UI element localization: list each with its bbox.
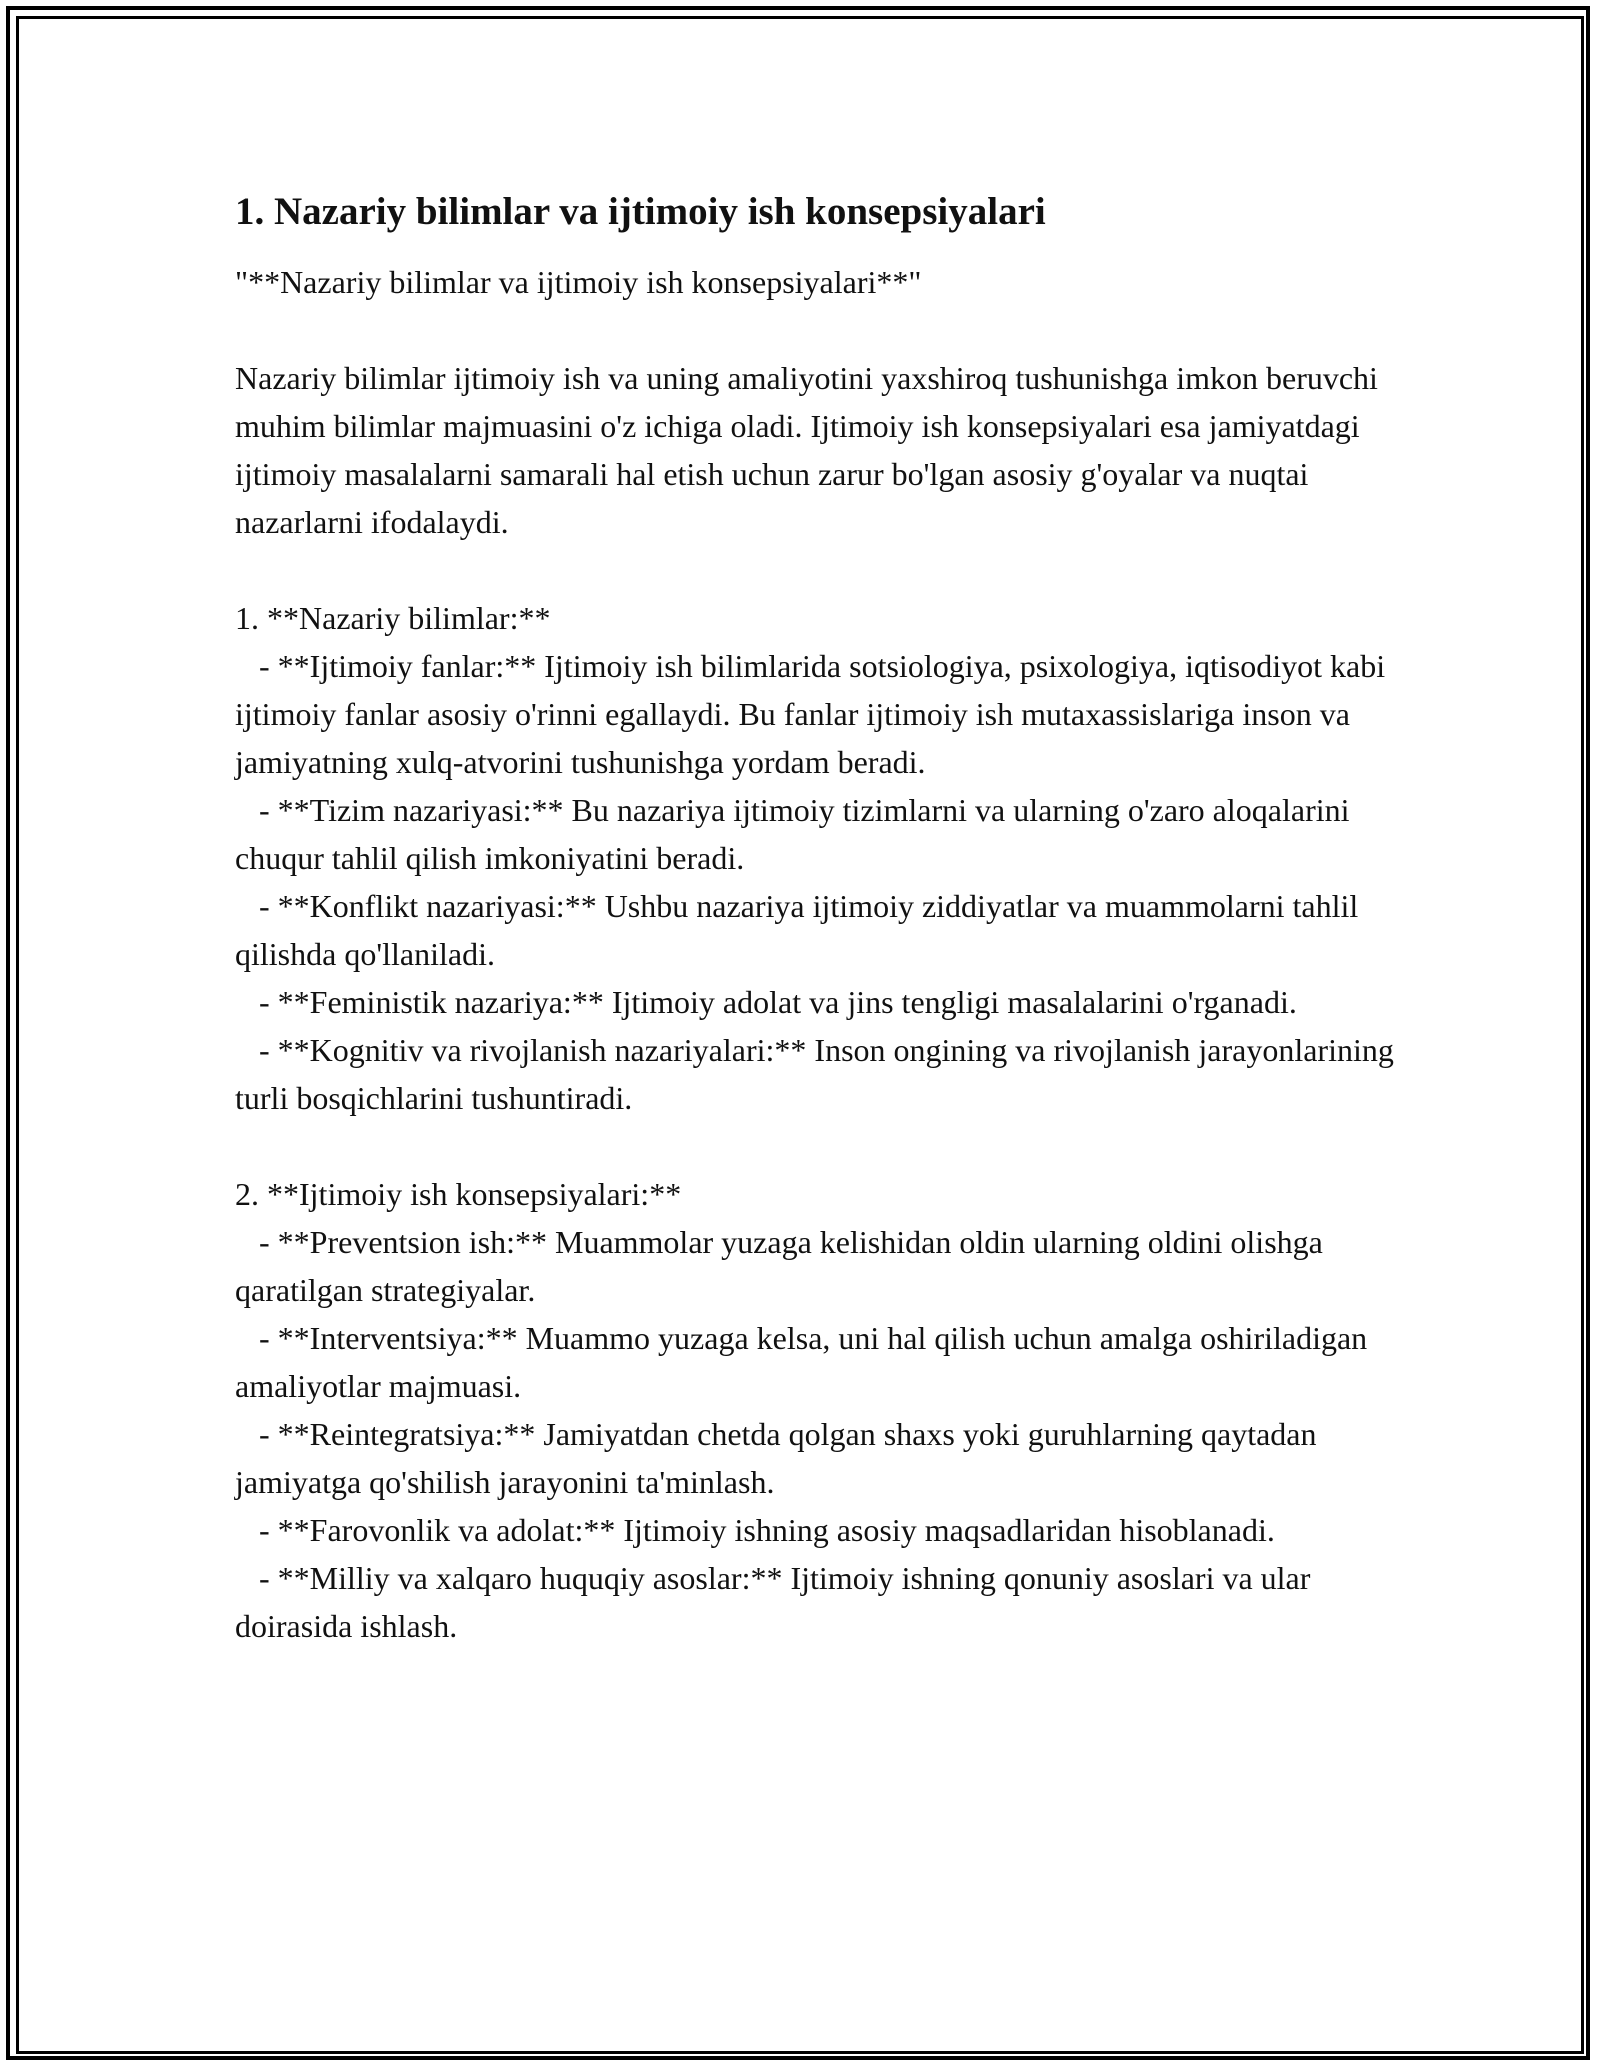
list-item-text: - **Ijtimoiy fanlar:** Ijtimoiy ish bilimlarida sotsiologiya, psixologiya, iqtisodiyot kabi ijtimoiy fanlar asosiy o'rinni egallaydi. Bu fanlar ijtimoiy ish mutaxassislariga inson va jamiyatning xulq-atvorini tushunishga yordam beradi. <box>235 648 1386 780</box>
list-item <box>235 1410 1395 1506</box>
intro-paragraph: Nazariy bilimlar ijtimoiy ish va uning amaliyotini yaxshiroq tushunishga imkon beruvchi muhim bilimlar majmuasini o'z ichiga oladi. Ijtimoiy ish konsepsiyalari esa jamiyatdagi ijtimoiy masalalarni samarali hal etish uchun zarur bo'lgan asosiy g'oyalar va nuqtai nazarlarni ifodalaydi. <box>235 360 1378 540</box>
list-item <box>235 1026 1395 1122</box>
section-social-work-concepts <box>235 1170 1395 1650</box>
list-item-text: - **Preventsion ish:** Muammolar yuzaga kelishidan oldin ularning oldini olishga qaratilgan strategiyalar. <box>235 1224 1323 1308</box>
list-item-text: - **Kognitiv va rivojlanish nazariyalari:** Inson ongining va rivojlanish jarayonlarining turli bosqichlarini tushuntiradi. <box>235 1032 1394 1116</box>
list-item-text: - **Milliy va xalqaro huquqiy asoslar:** Ijtimoiy ishning qonuniy asoslari va ular doirasida ishlash. <box>235 1560 1311 1644</box>
section-theoretical-knowledge <box>235 594 1395 1122</box>
list-item-text: - **Farovonlik va adolat:** Ijtimoiy ishning asosiy maqsadlaridan hisoblanadi. <box>259 1512 1275 1548</box>
document-heading: 1. Nazariy bilimlar va ijtimoiy ish konsepsiyalari <box>235 190 1046 233</box>
list-item <box>235 1554 1395 1650</box>
list-item <box>235 642 1395 786</box>
section-title: 2. **Ijtimoiy ish konsepsiyalari:** <box>235 1176 682 1212</box>
list-item <box>235 1218 1395 1314</box>
list-item <box>235 882 1395 978</box>
document-subtitle: "**Nazariy bilimlar va ijtimoiy ish konsepsiyalari**" <box>235 264 922 300</box>
section-title: 1. **Nazariy bilimlar:** <box>235 600 551 636</box>
list-item-text: - **Reintegratsiya:** Jamiyatdan chetda qolgan shaxs yoki guruhlarning qaytadan jamiyatga qo'shilish jarayonini ta'minlash. <box>235 1416 1317 1500</box>
list-item <box>235 978 1395 1026</box>
list-item-text: - **Interventsiya:** Muammo yuzaga kelsa, uni hal qilish uchun amalga oshiriladigan amaliyotlar majmuasi. <box>235 1320 1368 1404</box>
list-item <box>235 1506 1395 1554</box>
list-item <box>235 786 1395 882</box>
list-item-text: - **Konflikt nazariyasi:** Ushbu nazariya ijtimoiy ziddiyatlar va muammolarni tahlil qilishda qo'llaniladi. <box>235 888 1359 972</box>
list-item-text: - **Tizim nazariyasi:** Bu nazariya ijtimoiy tizimlarni va ularning o'zaro aloqalarini chuqur tahlil qilish imkoniyatini beradi. <box>235 792 1350 876</box>
document-body <box>235 188 1395 1698</box>
list-item <box>235 1314 1395 1410</box>
list-item-text: - **Feministik nazariya:** Ijtimoiy adolat va jins tengligi masalalarini o'rganadi. <box>259 984 1297 1020</box>
